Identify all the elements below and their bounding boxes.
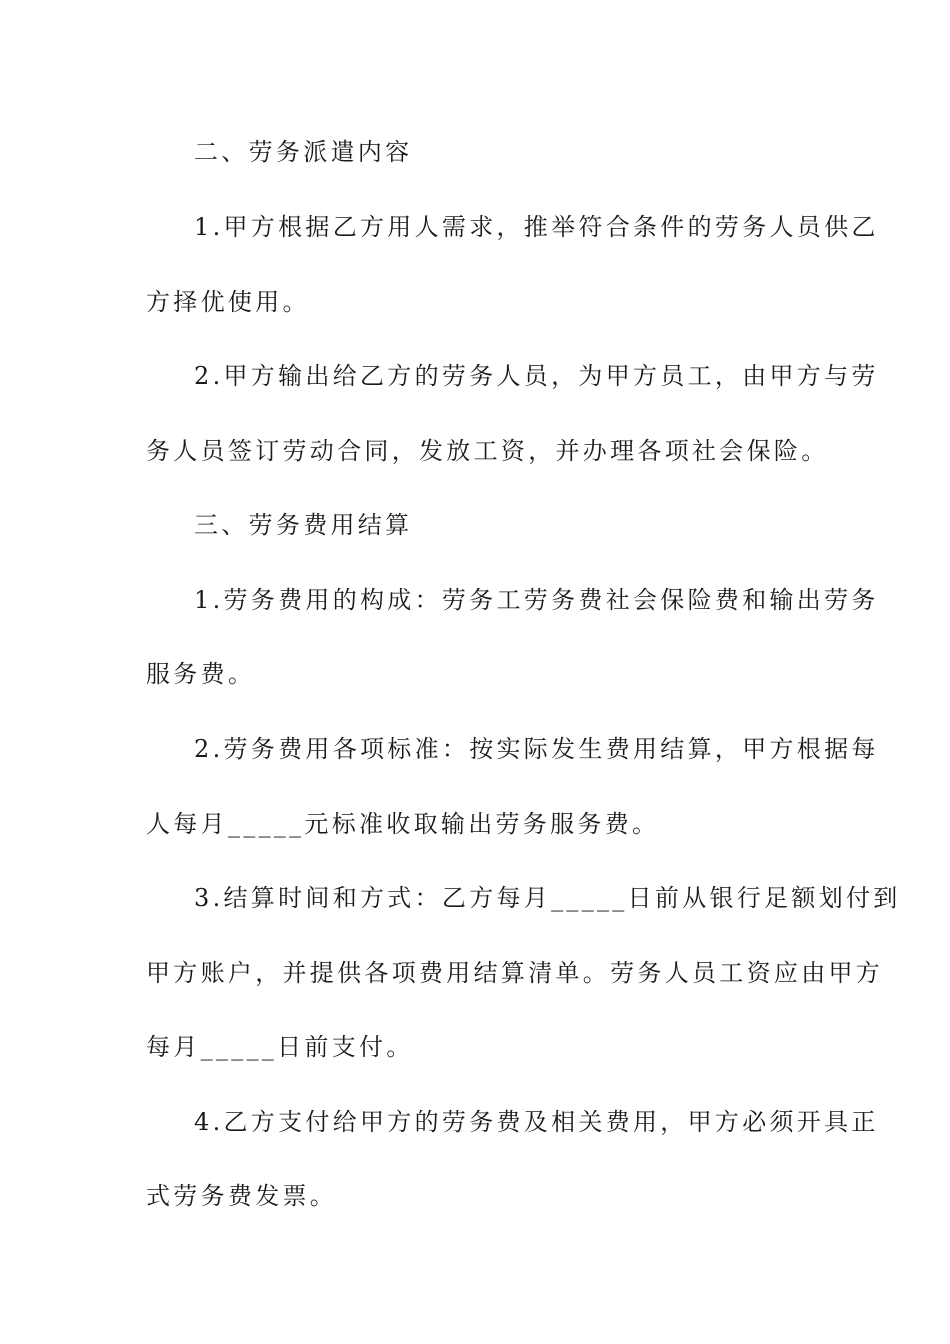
paragraph-line: 式劳务费发票。 (146, 1182, 338, 1210)
section-heading-dispatch-content: 二、劳务派遣内容 (194, 138, 413, 166)
paragraph-line: 服务费。 (146, 660, 256, 688)
paragraph-line: 人每月_____元标准收取输出劳务服务费。 (146, 810, 660, 838)
paragraph-line: 1.甲方根据乙方用人需求，推举符合条件的劳务人员供乙 (194, 213, 879, 241)
paragraph-line: 2.甲方输出给乙方的劳务人员，为甲方员工，由甲方与劳 (194, 362, 879, 390)
paragraph-line: 3.结算时间和方式：乙方每月_____日前从银行足额划付到 (194, 884, 901, 912)
paragraph-line: 甲方账户，并提供各项费用结算清单。劳务人员工资应由甲方 (146, 959, 884, 987)
paragraph-line: 务人员签订劳动合同，发放工资，并办理各项社会保险。 (146, 437, 829, 465)
paragraph-line: 2.劳务费用各项标准：按实际发生费用结算，甲方根据每 (194, 735, 879, 763)
section-heading-fee-settlement: 三、劳务费用结算 (194, 511, 413, 539)
paragraph-line: 1.劳务费用的构成：劳务工劳务费社会保险费和输出劳务 (194, 586, 879, 614)
paragraph-line: 每月_____日前支付。 (146, 1033, 414, 1061)
paragraph-line: 方择优使用。 (146, 288, 310, 316)
paragraph-line: 4.乙方支付给甲方的劳务费及相关费用，甲方必须开具正 (194, 1108, 879, 1136)
